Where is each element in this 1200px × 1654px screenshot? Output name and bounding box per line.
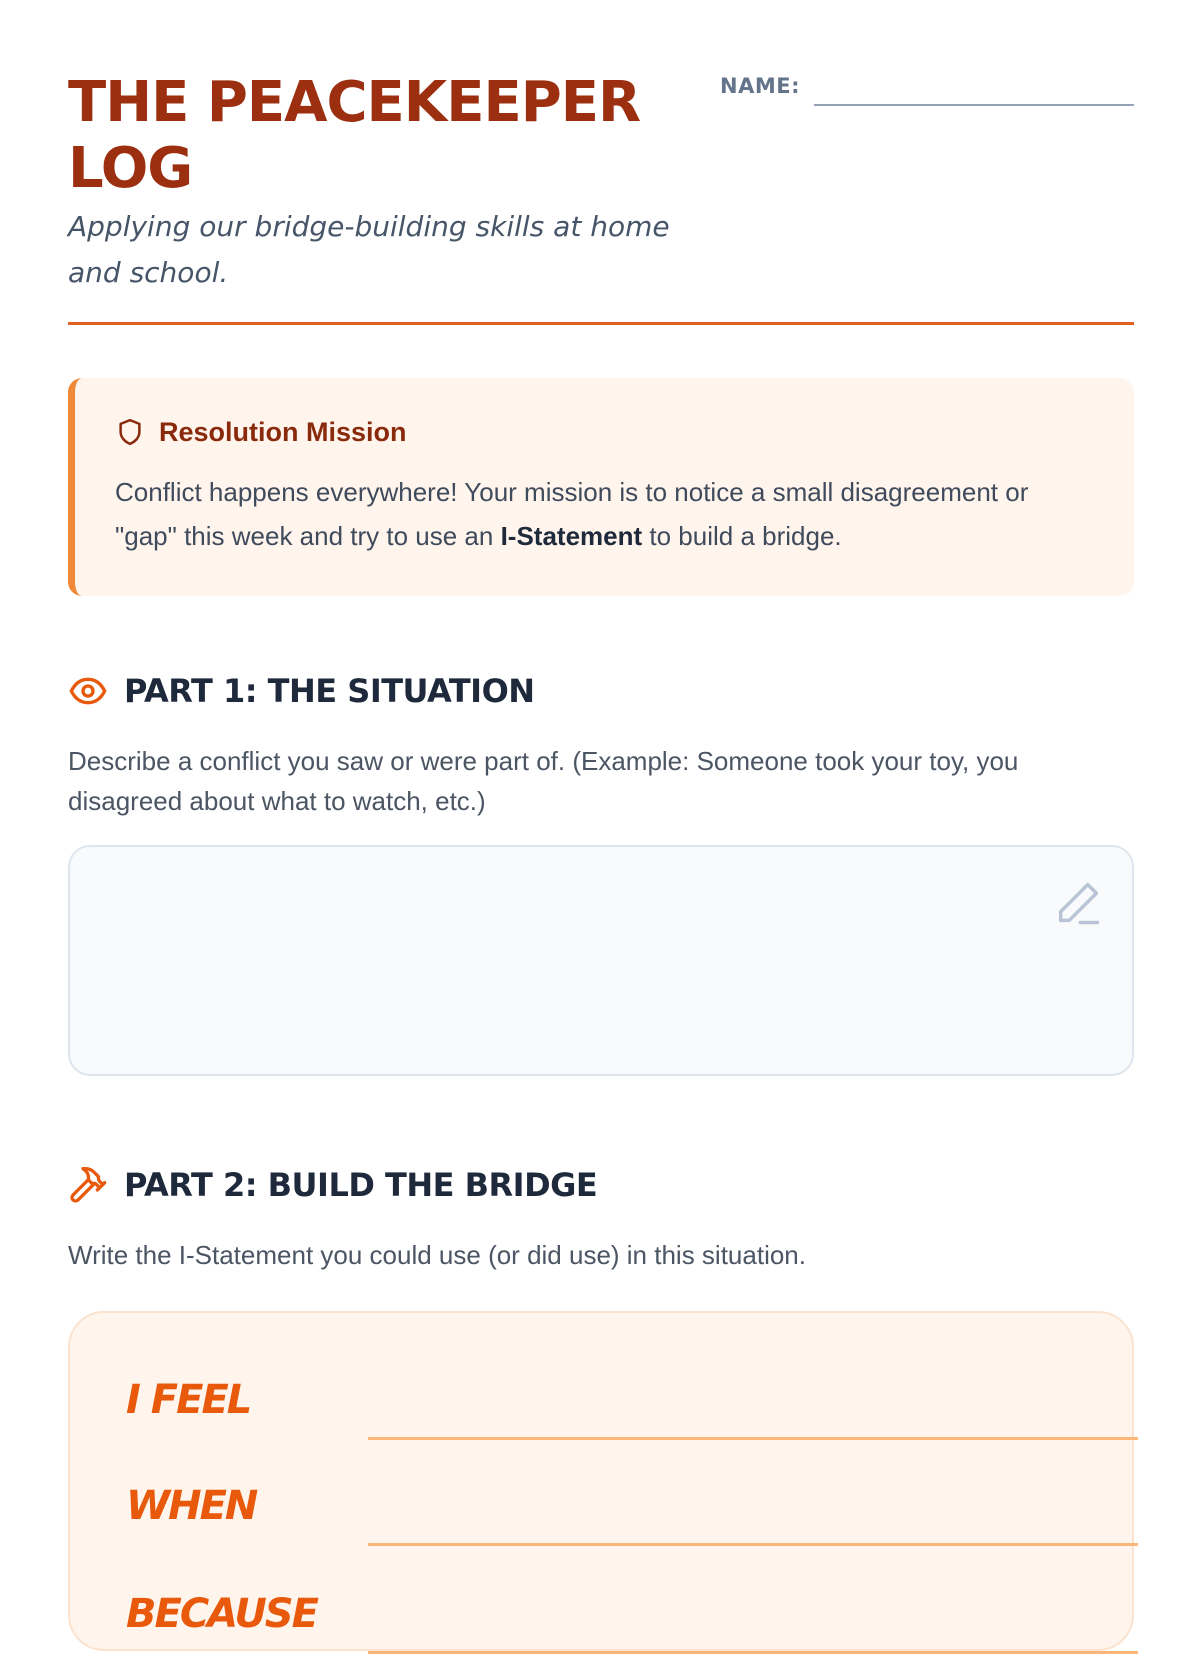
eye-icon (68, 671, 108, 711)
mission-text-part: Conflict happens everywhere! Your mission is to notice a small disagreement or "gap" this week and try to use an (115, 477, 1029, 551)
part1-header (68, 671, 535, 711)
mission-callout (68, 378, 1134, 596)
frame-row-because (126, 1591, 1078, 1651)
hammer-icon (68, 1165, 108, 1205)
page-title: THE PEACEKEEPER LOG (68, 70, 641, 201)
mission-text-bold: I-Statement (500, 521, 643, 551)
part2-description: Write the I-Statement you could use (or did use) in this situation. (68, 1240, 806, 1270)
frame-label-because: BECAUSE (126, 1591, 317, 1637)
i-statement-frame (68, 1311, 1134, 1651)
frame-row-feel (126, 1377, 1078, 1437)
part2-header (68, 1165, 597, 1205)
mission-header (115, 416, 1094, 448)
shield-icon (115, 416, 145, 448)
part1-title: PART 1: THE SITUATION (124, 672, 535, 710)
feel-input-line[interactable] (368, 1437, 1138, 1440)
situation-answer-box[interactable] (68, 845, 1134, 1076)
pencil-icon (1052, 877, 1104, 929)
part2-title: PART 2: BUILD THE BRIDGE (124, 1166, 598, 1204)
part1-description: Describe a conflict you saw or were part of. (Example: Someone took your toy, you disagreed about what to watch, etc.) (68, 746, 1019, 816)
mission-text-end: to build a bridge. (642, 521, 842, 551)
name-label: NAME: (720, 74, 800, 98)
page-subtitle: Applying our bridge-building skills at home and school. (68, 210, 670, 289)
mission-title: Resolution Mission (159, 416, 407, 447)
mission-text (115, 470, 1094, 558)
header (68, 70, 1134, 325)
name-input-line[interactable] (814, 104, 1134, 106)
frame-row-when (126, 1483, 1078, 1543)
when-input-line[interactable] (368, 1543, 1138, 1546)
frame-label-when: WHEN (126, 1483, 257, 1529)
frame-label-feel: I FEEL (126, 1377, 251, 1423)
